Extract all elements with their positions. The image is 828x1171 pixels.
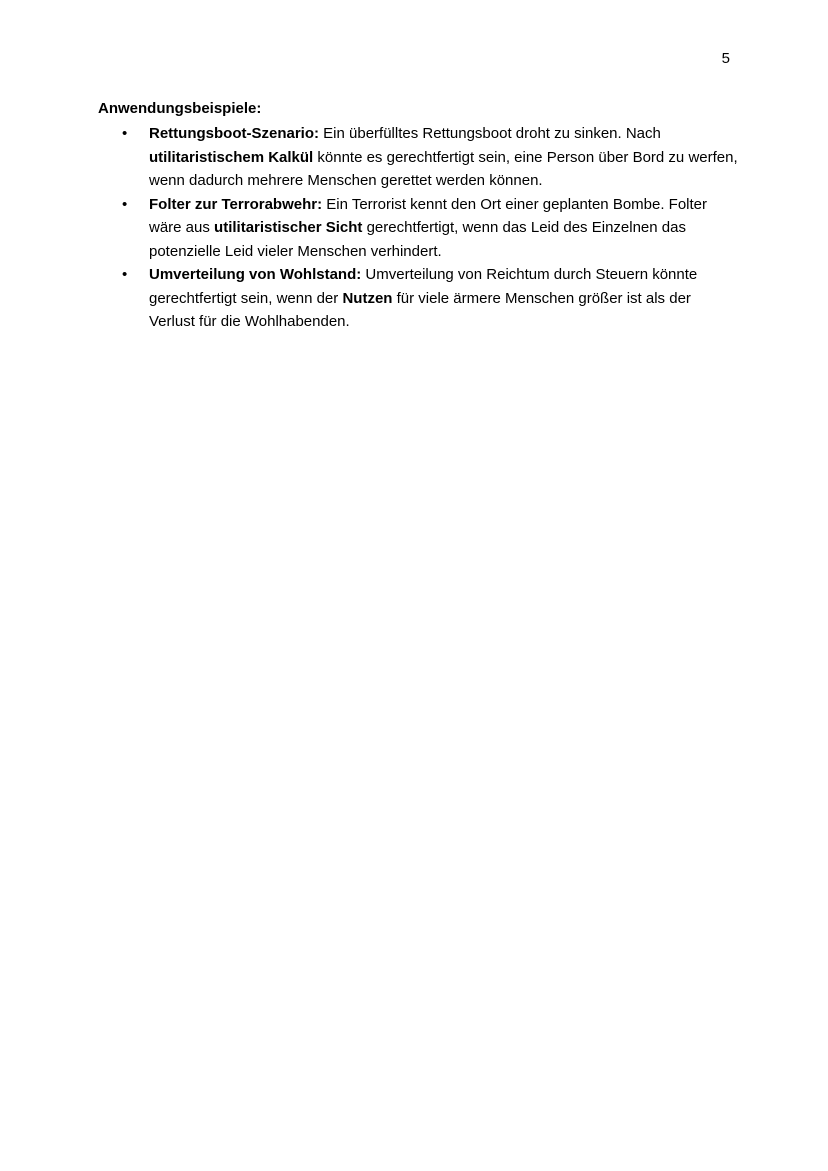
- item-text: könnte es gerechtfertigt sein, eine Person über Bord zu werfen, wenn dadurch mehrere Menschen gerettet werden können.: [149, 148, 738, 189]
- section-heading: Anwendungsbeispiele:: [98, 100, 262, 117]
- list-item: [98, 122, 738, 193]
- bullet-icon: •: [122, 125, 128, 142]
- bullet-icon: •: [122, 266, 128, 283]
- examples-list: [98, 122, 738, 334]
- item-text: gerechtfertigt, wenn das Leid des Einzelnen das potenzielle Leid vieler Menschen verhindert.: [149, 219, 686, 260]
- page-number: 5: [721, 50, 730, 67]
- item-term: Folter zur Terrorabwehr:: [149, 195, 323, 213]
- list-item: [98, 263, 738, 334]
- item-text: Umverteilung von Reichtum durch Steuern könnte gerechtfertigt sein, wenn der: [149, 266, 698, 307]
- bullet-icon: •: [122, 195, 128, 213]
- item-emphasis: utilitaristischem Kalkül: [149, 148, 314, 166]
- list-item: [98, 193, 738, 264]
- item-term: Rettungsboot-Szenario:: [149, 125, 319, 142]
- item-text: Ein Terrorist kennt den Ort einer geplanten Bombe. Folter wäre aus: [149, 195, 708, 236]
- item-text: für viele ärmere Menschen größer ist als der Verlust für die Wohlhabenden.: [149, 289, 691, 330]
- item-text: Ein überfülltes Rettungsboot droht zu sinken. Nach: [319, 125, 661, 142]
- item-emphasis: utilitaristischer Sicht: [214, 219, 363, 236]
- section-content: [98, 98, 738, 334]
- item-emphasis: Nutzen: [342, 289, 393, 307]
- item-term: Umverteilung von Wohlstand:: [149, 266, 362, 283]
